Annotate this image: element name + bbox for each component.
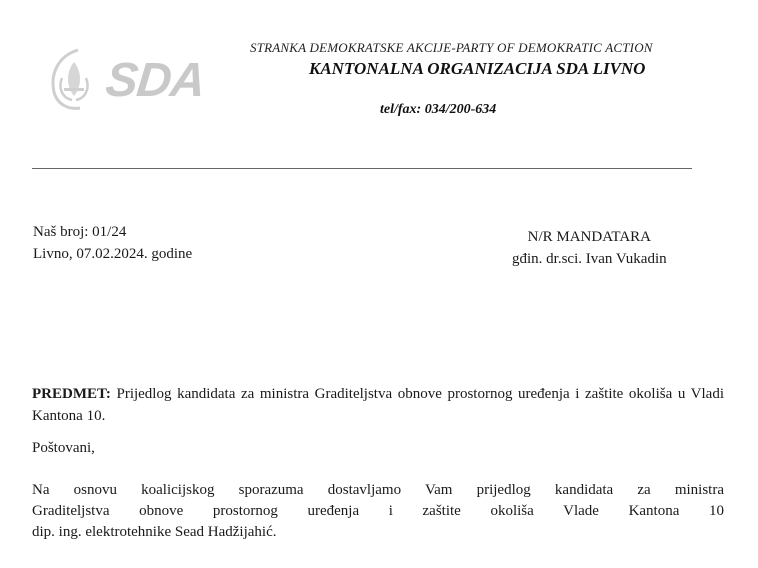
- body-line-2: Graditeljstva obnove prostornog uređenja i zaštite okoliša Vlade Kantona 10: [32, 503, 724, 519]
- reference-block: [33, 221, 192, 265]
- tel-fax: tel/fax: 034/200-634: [380, 102, 497, 117]
- header-divider: [32, 168, 692, 169]
- subject-text: Prijedlog kandidata za ministra Graditeljstva obnove prostornog uređenja i zaštite okoliša u Vladi Kantona 10.: [32, 386, 724, 424]
- recipient-block: [512, 226, 667, 270]
- body-paragraph: [32, 480, 724, 543]
- body-line-1: Na osnovu koalicijskog sporazuma dostavljamo Vam prijedlog kandidata za ministra: [32, 482, 724, 498]
- subject: [32, 383, 724, 427]
- reference-date: Livno, 07.02.2024. godine: [33, 246, 193, 262]
- party-name: STRANKA DEMOKRATSKE AKCIJE-PARTY OF DEMOKRATIC ACTION: [250, 40, 653, 55]
- sda-logo: [44, 44, 206, 114]
- recipient-line-2: gđin. dr.sci. Ivan Vukadin: [512, 251, 667, 267]
- organization-name: KANTONALNA ORGANIZACIJA SDA LIVNO: [309, 59, 646, 78]
- logo-text: SDA: [103, 54, 208, 107]
- body-line-3: dip. ing. elektrotehnike Sead Hadžijahić.: [32, 524, 277, 540]
- subject-label: PREDMET:: [32, 386, 111, 402]
- recipient-line-1: N/R MANDATARA: [527, 229, 652, 245]
- reference-number: Naš broj: 01/24: [33, 224, 127, 240]
- greeting: Poštovani,: [32, 440, 95, 456]
